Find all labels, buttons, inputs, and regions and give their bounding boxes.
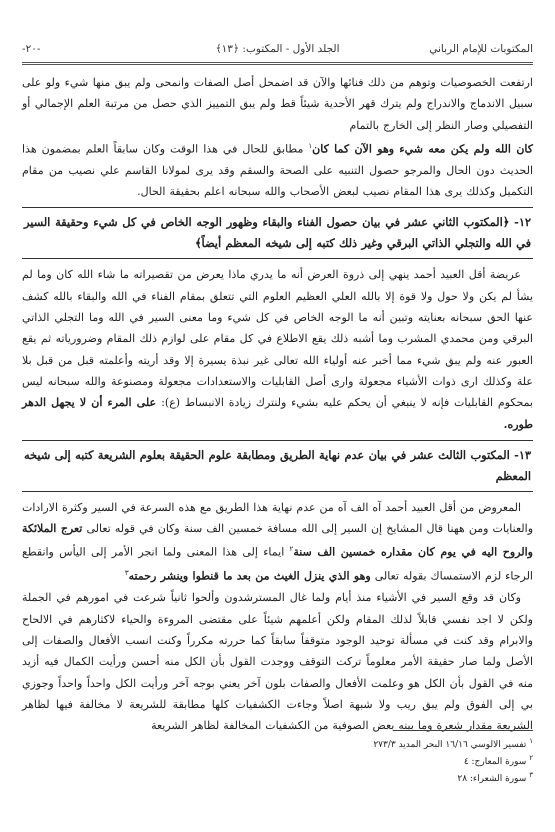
- paragraph-5: وكان قد وقع السير في الأشياء منذ أيام ولما غال المسترشدون وألحوا ثانياً شرعت في امورهم في الجملة ولكن لا اجد نفسي قابلاً لذلك المقام ولكن أعلمهم شيئاً على مقتضى المروءة والحياء لاكثارهم في الالحاح والابرام وقد كنت في مسألة توحيد الوجود متوقفاً سابقاً كما حررته مكرراً وكنت انسب الأفعال والصفات إلى الأصل ولما صار حقيقة الأمر معلوماً تركت التوقف ووجدت القول بأن الكل منه أحسن ورأيت الكمال فيه أزيد منه في القول بأن الكل هو وعلمت الأفعال والصفات بلون آخر يعني بوجه آخر ورأيت الكل واحداً واحداً وجوزي بي إلى الفوق ولم يبق ريب ولا شبهة اصلاً وجاءت الكشفيات كلها مطابقة للشريعة لا مخالفة فيها لظاهر الشريعة مقدار شعرة وما بينه بعض الصوفية من الكشفيات المخالفة لظاهر الشريعة: [22, 591, 533, 733]
- footnotes: [22, 735, 533, 786]
- book-title: المكتوبات للإمام الرباني: [429, 43, 533, 55]
- section-heading-13: [22, 440, 533, 492]
- paragraph-2-text: مطابق للحال في هذا الوقت وكان سابقاً العلم بمضمون هذا الحديث دون الحال والمرجو حصول التنبيه على الصحة والسقم وقد يرى لمولانا القاسم علي نصيب من مقام التكميل وكذلك يرى هذا المقام نصيب لبعض الأصحاب والله سبحانه اعلم بحقيقة الحال.: [22, 142, 533, 199]
- paragraph-3: [22, 264, 533, 434]
- footnote-marker-2: ٢: [289, 545, 294, 554]
- page-number: -٢٠-: [22, 43, 41, 55]
- footnote-marker-1: ١: [308, 141, 313, 150]
- header-divider: [22, 62, 533, 65]
- page-header: [22, 40, 533, 58]
- paragraph-1: ارتفعت الخصوصيات وتوهم من ذلك فنائها والآن قد اضمحل أصل الصفات وانمحى ولم يبق منها شيء ولو على سبيل الاندماج والاندراج ولم يترك قهر الأحدية شيئاً قط ولم يبق التمييز الذي حصل من مرتبة العلم الإجمالي أو التفصيلي وصار النظر إلى الخارج بالتمام: [22, 76, 533, 132]
- hadith-quote: كان الله ولم يكن معه شيء وهو الآن كما كان: [312, 142, 533, 156]
- paragraph-4: [22, 497, 533, 588]
- paragraph-3-text: عريضة أقل العبيد أحمد ينهي إلى ذروة العرض أنه ما يدري ماذا يعرض من تقصيراته ما شاء الله كان وما لم يشأ لم يكن ولا حول ولا قوة إلا بالله العلي العظيم العلوم التي تتعلق بمقام الفناء في الله والبقاء بالله كشف عنها الحق سبحانه بعنايته وتبين أنه ما الوجه الخاص في كل شيء وما معنى السير في الله وما التجلي الذاتي البرقي ومن محمدي المشرب وما أشبه ذلك يقع الاطلاع في كل مقام على لوازم ذلك المقام وضرورياته ثم يقع العبور عنه ولم يبق شيء مما أخبر عنه أولياء الله تعالى غير نبذة يسيرة إلا وقد أريته وأعلمته قبل من قبل بلا علة وكذلك ارى ذوات الأشياء مجعولة وارى أصل القابليات والاستعدادات مجعولة ومصنوعة والله سبحانه ليس بمحكوم القابليات فإنه لا ينبغي أن يحكم عليه بشيء ولنترك زيادة الانبساط (ع):: [22, 268, 533, 410]
- footnote-2: $^٢$ سورة المعارج: ٤: [463, 754, 533, 767]
- section-heading-12: [22, 207, 533, 259]
- footnote-divider: [393, 730, 533, 731]
- footnote-marker-3: ٣: [124, 569, 129, 578]
- footnote-1: $^١$ تفسير الالوسي ١٦/١٦ البحر المديد ٢٧٣/٣: [373, 737, 533, 750]
- paragraph-4-text-a: المعروض من أقل العبيد أحمد آه الف آه من عدم نهاية هذا الطريق مع هذه السرعة في السير وكثرة الارادات والعنايات ومن ههنا قال المشايخ إن السير إلى الله مسافة خمسين الف سنة وكان في قوله تعالى: [22, 500, 534, 536]
- quran-quote-1: تعرج الملائكة والروح اليه في يوم كان مقداره خمسين الف سنة: [22, 522, 533, 560]
- paragraph-4-text-b: ايماء إلى هذا المعنى ولما انجر الأمر إلى اليأس وانقطع الرجاء لزم الاستمساك بقوله تعالى: [22, 546, 533, 584]
- section-12-title: ١٢- ﴿المكتوب الثاني عشر في بيان حصول الفناء والبقاء وظهور الوجه الخاص في كل شيء وحقيقة السير في الله والتجلي الذاتي البرقي وغير ذلك كتبه إلى شيخه المعظم أيضاً﴾: [24, 215, 531, 251]
- section-13-title: ١٣- المكتوب الثالث عشر في بيان عدم نهاية الطريق ومطابقة علوم الحقيقة بعلوم الشريعة كتبه إلى شيخه المعظم: [24, 447, 531, 483]
- verse-quote: على المرء أن لا يجهل الدهر طوره.: [22, 396, 533, 431]
- paragraph-2: [22, 136, 533, 203]
- footnote-3: $^٣$ سورة الشعراء: ٢٨: [457, 771, 533, 784]
- main-text: [22, 72, 533, 736]
- quran-quote-2: وهو الذي ينزل الغيث من بعد ما قنطوا وينشر رحمته: [128, 570, 371, 584]
- chapter-indicator: الجلد الأول - المكتوب: ﴿١٣﴾: [215, 43, 340, 55]
